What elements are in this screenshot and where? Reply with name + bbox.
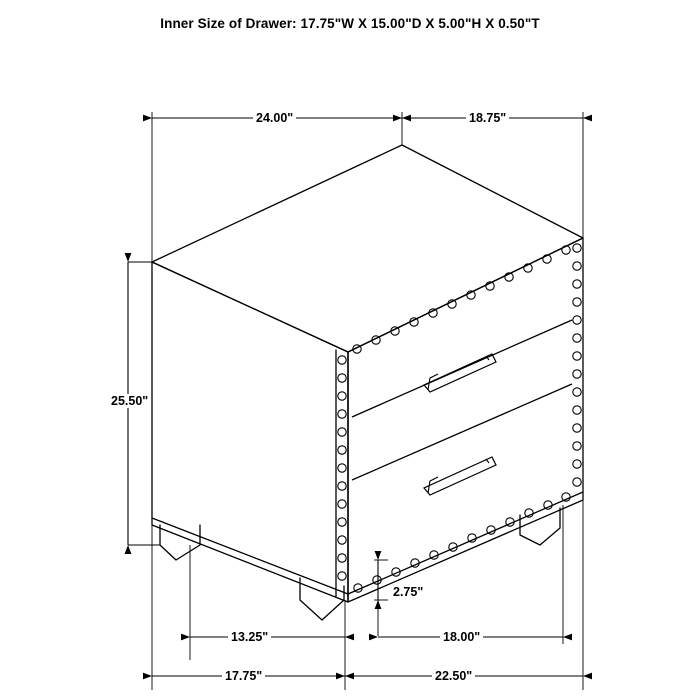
drawer-fronts bbox=[352, 320, 572, 495]
dim-leg-height: 2.75" bbox=[390, 585, 426, 599]
dim-top-right: 18.75" bbox=[466, 111, 509, 125]
page-title: Inner Size of Drawer: 17.75"W X 15.00"D X 5.00"H X 0.50"T bbox=[160, 16, 540, 31]
cabinet-body bbox=[152, 145, 583, 620]
dim-top-left: 24.00" bbox=[253, 111, 296, 125]
dim-height-left: 25.50" bbox=[108, 394, 151, 408]
extension-lines bbox=[128, 112, 583, 690]
dim-bottom-inner-left: 13.25" bbox=[228, 630, 271, 644]
dimension-arrows bbox=[128, 118, 583, 676]
dim-bottom-outer-right: 22.50" bbox=[432, 669, 475, 683]
nailhead-trim bbox=[338, 244, 581, 592]
dim-bottom-outer-left: 17.75" bbox=[222, 669, 265, 683]
dim-bottom-inner-right: 18.00" bbox=[440, 630, 483, 644]
